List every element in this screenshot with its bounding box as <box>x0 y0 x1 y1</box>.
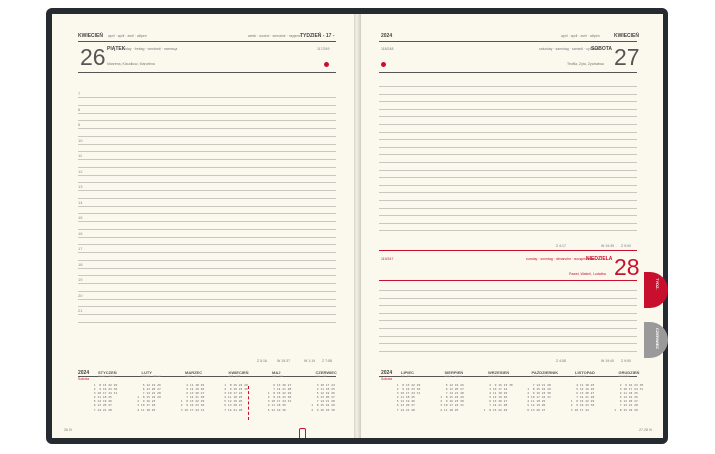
half-hour-line <box>78 198 336 199</box>
weekday-langs: saturday · samstag · samedi · суббота <box>539 47 600 51</box>
cal-month-sub: october · oktober <box>531 375 551 378</box>
cal-month-name: SIERPIEŃ <box>444 370 464 375</box>
day-number: 26 <box>80 44 106 70</box>
hour-label: 10 <box>78 137 83 143</box>
cal-month-sub: march · märz <box>185 375 200 378</box>
cal-month-name: LUTY <box>141 370 152 375</box>
footer-mark: W 19:40 <box>601 359 615 363</box>
footer-mark: W 19:39 <box>601 244 615 248</box>
day-number: 27 <box>614 44 640 70</box>
weekday: SOBOTA <box>591 46 613 52</box>
writing-line <box>379 305 637 306</box>
cal-month-name: GRUDZIEŃ <box>618 370 640 375</box>
writing-line <box>379 109 637 110</box>
footer-mark: Z 5:16 <box>257 359 267 363</box>
ribbon-marker <box>299 428 306 438</box>
moon-icon <box>324 62 329 67</box>
hour-line <box>78 268 336 269</box>
footer-mark: Z 4:17 <box>556 244 566 248</box>
cal-month-name: MARZEC <box>185 370 203 375</box>
writing-line <box>379 154 637 155</box>
cal-year: 2024 <box>381 370 393 376</box>
writing-line <box>379 124 637 125</box>
footer-mark: Z 4:58 <box>556 359 566 363</box>
tab-june-label: CZERWIEC <box>655 328 660 350</box>
half-hour-line <box>78 167 336 168</box>
cal-month-sub: february · februar <box>141 375 161 378</box>
spine <box>354 14 361 438</box>
cal-month-name: STYCZEŃ <box>98 370 117 375</box>
writing-line <box>379 177 637 178</box>
hour-label: 19 <box>78 277 83 282</box>
day-of-year: 118/248 <box>381 47 394 51</box>
writing-line <box>379 170 637 171</box>
hour-line <box>78 144 336 145</box>
hour-label: 11 <box>78 153 83 158</box>
writing-line <box>379 328 637 329</box>
hour-label: 12 <box>78 168 83 174</box>
header-rule <box>78 41 336 42</box>
hour-line <box>78 206 336 207</box>
day-of-year: 119/247 <box>381 257 394 261</box>
cal-month-name: LISTOPAD <box>575 370 595 375</box>
names-day: Teofila, Zyta, Zywisława <box>567 62 604 66</box>
cal-month-sub: june · juni <box>315 375 327 378</box>
hour-line <box>78 299 336 300</box>
writing-line <box>379 336 637 337</box>
hour-label: 8 <box>78 106 81 112</box>
right-page <box>361 14 663 438</box>
day-rule <box>379 72 637 73</box>
writing-line <box>379 147 637 148</box>
footer-mark: Z 7:58 <box>322 359 332 363</box>
cal-month-days: 2 9 16 23 30 3 10 17 24 31 4 11 18 25 5 12 19 26 6 13 20 27 7 14 21 28 1 8 15 22 29 <box>614 383 644 412</box>
weekday: NIEDZIELA <box>586 256 613 262</box>
sun-rule <box>379 280 637 281</box>
writing-line <box>379 230 637 231</box>
cal-month-sub: december <box>618 375 630 378</box>
header-rule <box>379 41 637 42</box>
half-hour-line <box>78 322 336 323</box>
cal-month-name: CZERWIEC <box>315 370 337 375</box>
month-header: KWIECIEŃ <box>78 33 103 39</box>
writing-line <box>379 298 637 299</box>
year-header: 2024 <box>381 33 393 39</box>
half-hour-line <box>78 213 336 214</box>
cal-rule <box>78 376 336 377</box>
sun-top-rule <box>379 250 637 251</box>
cal-month-sub: january · januar <box>98 375 116 378</box>
hour-line <box>78 283 336 284</box>
writing-line <box>379 215 637 216</box>
footer-mark: Z 9:00 <box>621 244 631 248</box>
hour-label: 21 <box>78 308 83 313</box>
half-hour-line <box>78 275 336 276</box>
cal-month-days: 4 11 18 25 5 12 19 26 6 13 20 27 7 14 21 28 1 8 15 22 29 2 9 16 23 30 3 10 17 24 31 <box>180 383 205 412</box>
hour-line <box>78 237 336 238</box>
writing-line <box>379 343 637 344</box>
cal-month-name: PAŹDZIERNIK <box>531 370 559 375</box>
cal-month-days: 5 12 19 26 6 13 20 27 7 14 21 28 1 8 15 22 29 2 9 16 23 3 10 17 24 4 11 18 25 <box>137 383 161 412</box>
names-day: Marzena, Klaudiusz, Marcelina <box>107 62 155 66</box>
writing-line <box>379 185 637 186</box>
cal-month-days: 1 8 15 22 29 2 9 16 23 30 3 10 17 24 31 4 11 18 25 5 12 19 26 6 13 20 27 7 14 21 28 <box>93 383 118 412</box>
hour-line <box>78 97 336 98</box>
writing-line <box>379 132 637 133</box>
writing-line <box>379 313 637 314</box>
page-footer: 26 IV <box>64 428 73 432</box>
page-footer: 27-28 IV <box>639 428 653 432</box>
cal-month-sub: july · juli <box>401 375 411 378</box>
writing-line <box>379 223 637 224</box>
cal-month-sub: may · mai <box>272 375 283 378</box>
cal-month-days: 1 8 15 22 29 2 9 16 23 30 3 10 17 24 31 4 11 18 25 5 12 19 26 6 13 20 27 7 14 21 28 <box>396 383 421 412</box>
hour-label: 14 <box>78 199 83 205</box>
writing-line <box>379 290 637 291</box>
left-page <box>52 14 354 438</box>
day-number: 28 <box>614 254 640 280</box>
writing-line <box>379 162 637 163</box>
writing-line <box>379 192 637 193</box>
cal-month-name: LIPIEC <box>401 370 414 375</box>
writing-line <box>379 101 637 102</box>
hour-line <box>78 314 336 315</box>
writing-line <box>379 94 637 95</box>
cal-rowlabel: Sobota <box>78 377 90 381</box>
half-hour-line <box>78 120 336 121</box>
weekday-langs: friday · freitag · vendredi · пятница <box>123 47 178 51</box>
cal-month-sub: april · april <box>228 375 241 378</box>
cal-month-sub: august · august <box>444 375 462 378</box>
moon-icon <box>381 62 386 67</box>
tab-week-label: TYDZ. <box>655 278 660 290</box>
writing-line <box>379 200 637 201</box>
cal-month-sub: september <box>488 375 500 378</box>
cal-year: 2024 <box>78 370 90 376</box>
hour-line <box>78 175 336 176</box>
cal-month-name: MAJ <box>272 370 281 375</box>
month-header: KWIECIEŃ <box>614 33 639 39</box>
hour-line <box>78 128 336 129</box>
writing-line <box>379 320 637 321</box>
footer-mark: Z 9:50 <box>621 359 631 363</box>
cal-month-name: KWIECIEŃ <box>228 370 249 375</box>
half-hour-line <box>78 136 336 137</box>
writing-line <box>379 116 637 117</box>
cal-month-name: WRZESIEŃ <box>488 370 510 375</box>
cal-month-days: 6 13 20 27 7 14 21 28 1 8 15 22 29 2 9 16 23 30 3 10 17 24 31 4 11 18 25 5 12 19 26 <box>267 383 292 412</box>
hour-label: 16 <box>78 230 83 236</box>
cal-rule <box>379 376 637 377</box>
half-hour-line <box>78 182 336 183</box>
half-hour-line <box>78 260 336 261</box>
month-langs: april · april · avril · aйpen <box>561 34 600 38</box>
weekday-langs: sunday · sonntag · dimanche · воскресенье <box>526 257 595 261</box>
hour-label: 18 <box>78 261 83 267</box>
day-of-year: 117/249 <box>317 47 330 51</box>
hour-label: 15 <box>78 215 83 220</box>
half-hour-line <box>78 306 336 307</box>
writing-line <box>379 208 637 209</box>
cal-month-days: 5 12 19 26 6 13 20 27 7 14 21 28 1 8 15 22 29 2 9 16 23 30 3 10 17 24 31 4 11 18 25 <box>440 383 464 412</box>
half-hour-line <box>78 151 336 152</box>
hour-label: 17 <box>78 246 83 251</box>
half-hour-line <box>78 291 336 292</box>
writing-line <box>379 351 637 352</box>
cal-month-days: 1 8 15 22 29 2 9 16 23 30 3 10 17 24 4 11 18 25 5 12 19 26 6 13 20 27 7 14 21 28 <box>224 383 248 412</box>
cal-month-days: 4 11 18 25 5 12 19 26 6 13 20 27 7 14 21 28 1 8 15 22 29 2 9 16 23 30 3 10 17 24 <box>570 383 595 412</box>
half-hour-line <box>78 229 336 230</box>
cal-marker <box>248 386 249 420</box>
writing-line <box>379 86 637 87</box>
cal-month-days: 7 14 21 28 1 8 15 22 29 2 9 16 23 30 3 10 17 24 31 4 11 18 25 5 12 19 26 6 13 20 27 <box>527 383 551 412</box>
footer-mark: W 19:37 <box>277 359 291 363</box>
hour-label: 7 <box>78 91 81 96</box>
writing-line <box>379 139 637 140</box>
names-day: Paweł, Walerii, Ludwika <box>569 272 606 276</box>
half-hour-line <box>78 105 336 106</box>
hour-line <box>78 113 336 114</box>
month-langs: april · april · avril · aйpen <box>108 34 147 38</box>
cal-rowlabel: Sobota <box>381 377 393 381</box>
hour-line <box>78 159 336 160</box>
hour-label: 13 <box>78 184 83 189</box>
hour-label: 9 <box>78 122 81 127</box>
cal-month-days: 3 10 17 24 4 11 18 25 5 12 19 26 6 13 20 27 7 14 21 28 1 8 15 22 29 2 9 16 23 30 <box>311 383 335 412</box>
cal-month-days: 2 9 16 23 30 3 10 17 24 4 11 18 25 5 12 19 26 6 13 20 27 7 14 21 28 1 8 15 22 29 <box>483 383 513 412</box>
hour-label: 20 <box>78 292 83 298</box>
day-rule <box>78 72 336 73</box>
half-hour-line <box>78 244 336 245</box>
footer-mark: W 1:19 <box>304 359 316 363</box>
cal-month-sub: november <box>575 375 587 378</box>
hour-line <box>78 190 336 191</box>
week-label: TYDZIEŃ - 17 - <box>300 33 335 39</box>
week-langs: week · woche · semaine · неделя <box>248 34 301 38</box>
hour-line <box>78 252 336 253</box>
hour-line <box>78 221 336 222</box>
weekday: PIĄTEK <box>107 46 126 52</box>
